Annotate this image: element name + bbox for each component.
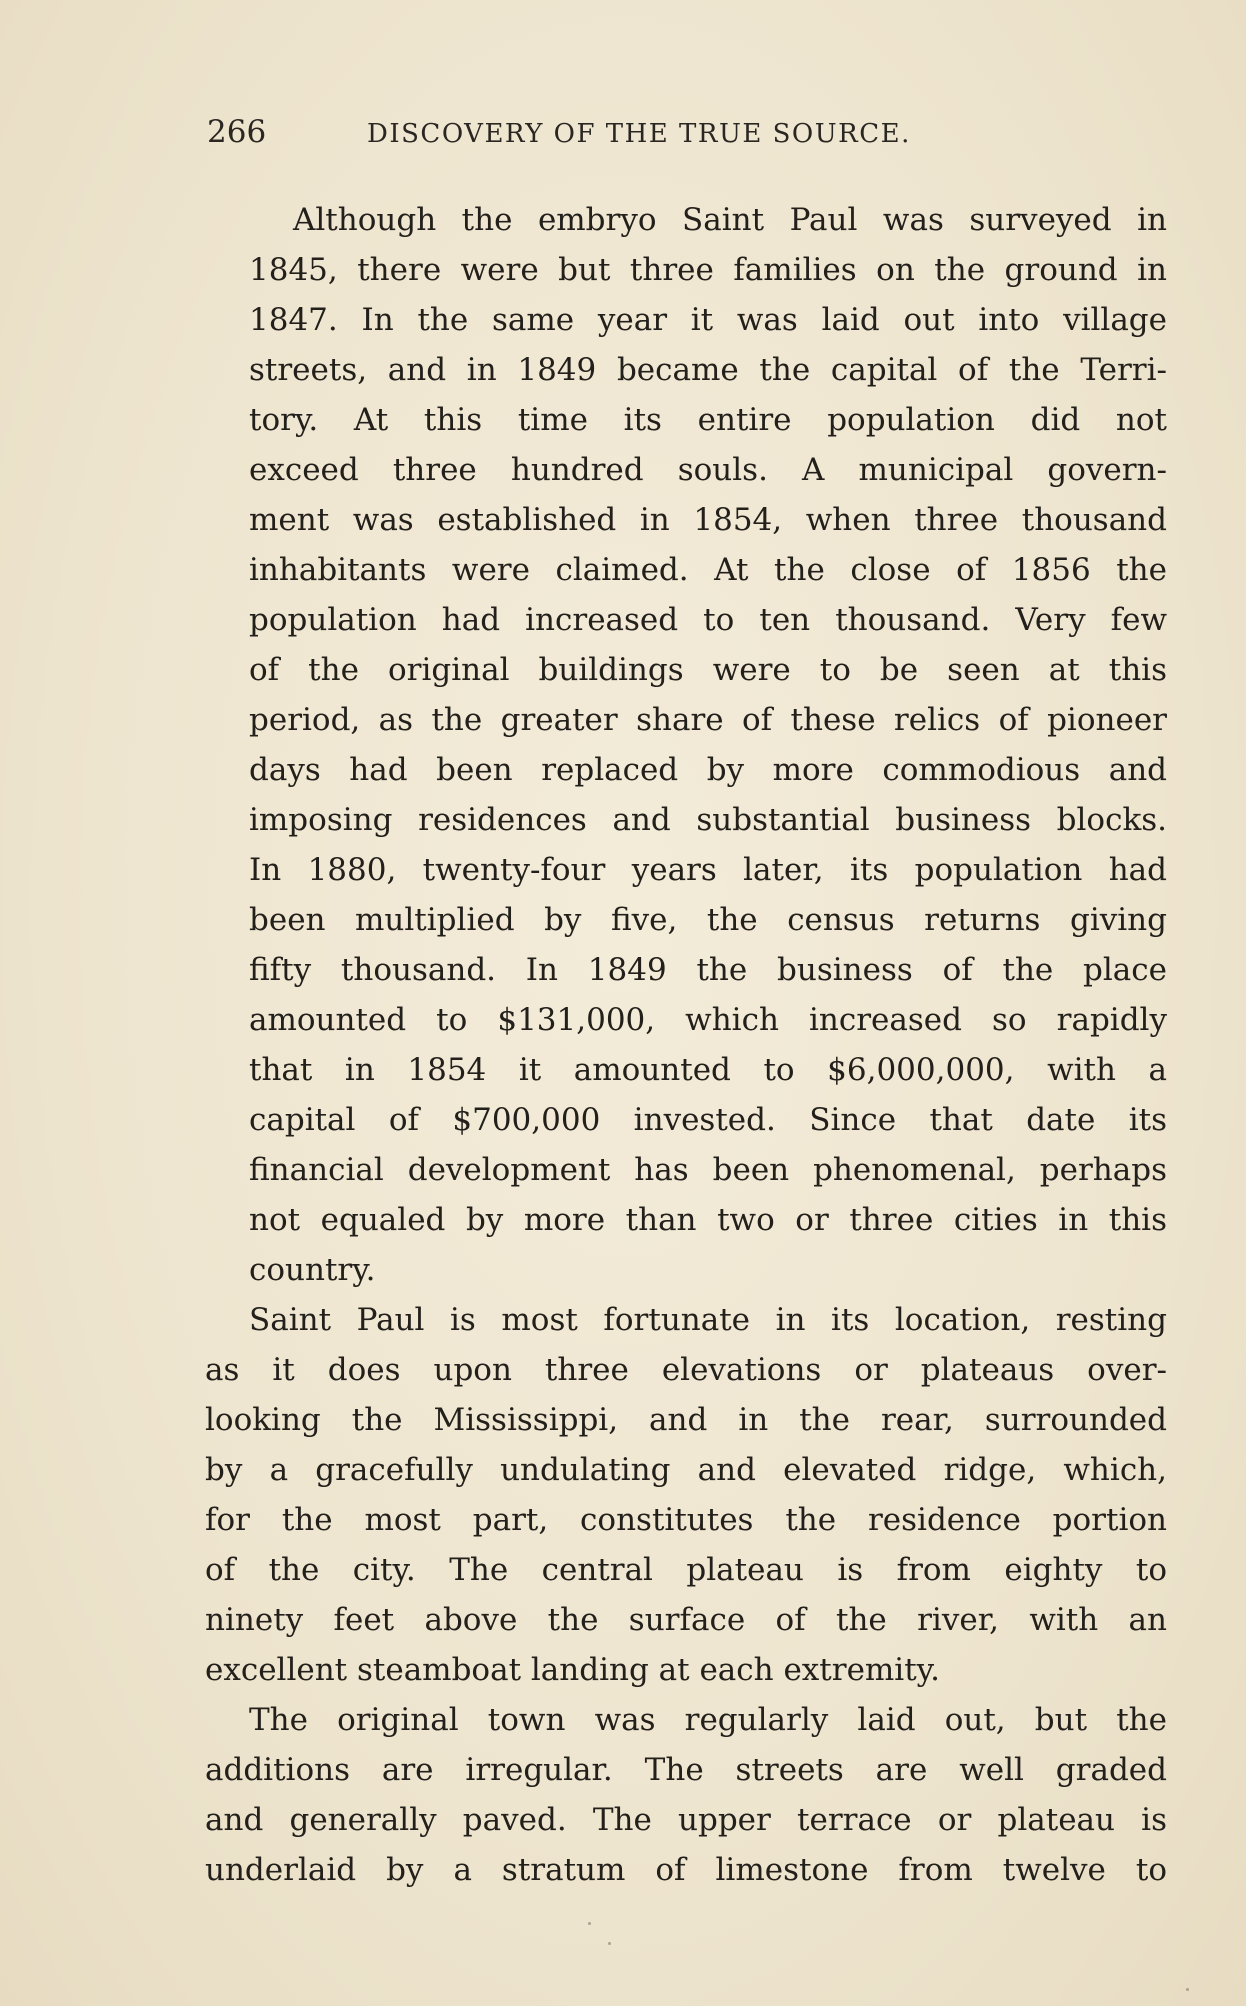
- text-line: capital of $700,000 invested. Since that date its: [249, 1102, 1167, 1138]
- text-line: population had increased to ten thousand. Very few: [249, 602, 1167, 638]
- text-line: exceed three hundred souls. A municipal govern-: [249, 452, 1167, 488]
- text-line: by a gracefully undulating and elevated ridge, which,: [205, 1452, 1167, 1488]
- text-line: country.: [249, 1252, 376, 1288]
- text-line: of the original buildings were to be seen at this: [249, 652, 1167, 688]
- text-line: imposing residences and substantial business blocks.: [249, 802, 1167, 838]
- text-line: financial development has been phenomenal, perhaps: [249, 1152, 1167, 1188]
- text-line: as it does upon three elevations or plateaus over-: [205, 1352, 1167, 1388]
- page-header: [207, 112, 1027, 152]
- paragraph-2: [205, 1295, 1167, 1695]
- text-line: that in 1854 it amounted to $6,000,000, with a: [249, 1052, 1167, 1088]
- page-number: 266: [207, 114, 267, 150]
- text-line: Saint Paul is most fortunate in its location, resting: [249, 1302, 1167, 1338]
- text-line: tory. At this time its entire population did not: [249, 402, 1167, 438]
- paper-speck: [588, 1922, 591, 1925]
- running-head: DISCOVERY OF THE TRUE SOURCE.: [367, 119, 911, 149]
- text-line: underlaid by a stratum of limestone from twelve to: [205, 1852, 1167, 1888]
- paper-speck: [1186, 1988, 1189, 1991]
- text-line: Although the embryo Saint Paul was surveyed in: [293, 202, 1167, 238]
- text-line: and generally paved. The upper terrace or plateau is: [205, 1802, 1167, 1838]
- text-line: ment was established in 1854, when three thousand: [249, 502, 1167, 538]
- text-line: days had been replaced by more commodious and: [249, 752, 1167, 788]
- paper-speck: [608, 1942, 611, 1945]
- paragraph-3: [205, 1695, 1167, 1895]
- text-line: The original town was regularly laid out, but the: [249, 1702, 1167, 1738]
- text-line: 1847. In the same year it was laid out into village: [249, 302, 1167, 338]
- text-line: inhabitants were claimed. At the close of 1856 the: [249, 552, 1167, 588]
- text-line: of the city. The central plateau is from eighty to: [205, 1552, 1167, 1588]
- text-line: for the most part, constitutes the residence portion: [205, 1502, 1167, 1538]
- text-line: amounted to $131,000, which increased so rapidly: [249, 1002, 1167, 1038]
- text-line: looking the Mississippi, and in the rear, surrounded: [205, 1402, 1167, 1438]
- text-line: excellent steamboat landing at each extremity.: [205, 1652, 940, 1688]
- text-line: additions are irregular. The streets are well graded: [205, 1752, 1167, 1788]
- text-line: 1845, there were but three families on the ground in: [249, 252, 1167, 288]
- body-text: [205, 195, 1167, 1895]
- text-line: period, as the greater share of these relics of pioneer: [249, 702, 1167, 738]
- text-line: ninety feet above the surface of the river, with an: [205, 1602, 1167, 1638]
- text-line: In 1880, twenty-four years later, its population had: [249, 852, 1167, 888]
- text-line: been multiplied by five, the census returns giving: [249, 902, 1167, 938]
- text-line: not equaled by more than two or three cities in this: [249, 1202, 1167, 1238]
- paragraph-1: [205, 195, 1167, 1295]
- text-line: fifty thousand. In 1849 the business of the place: [249, 952, 1167, 988]
- text-line: streets, and in 1849 became the capital of the Terri-: [249, 352, 1167, 388]
